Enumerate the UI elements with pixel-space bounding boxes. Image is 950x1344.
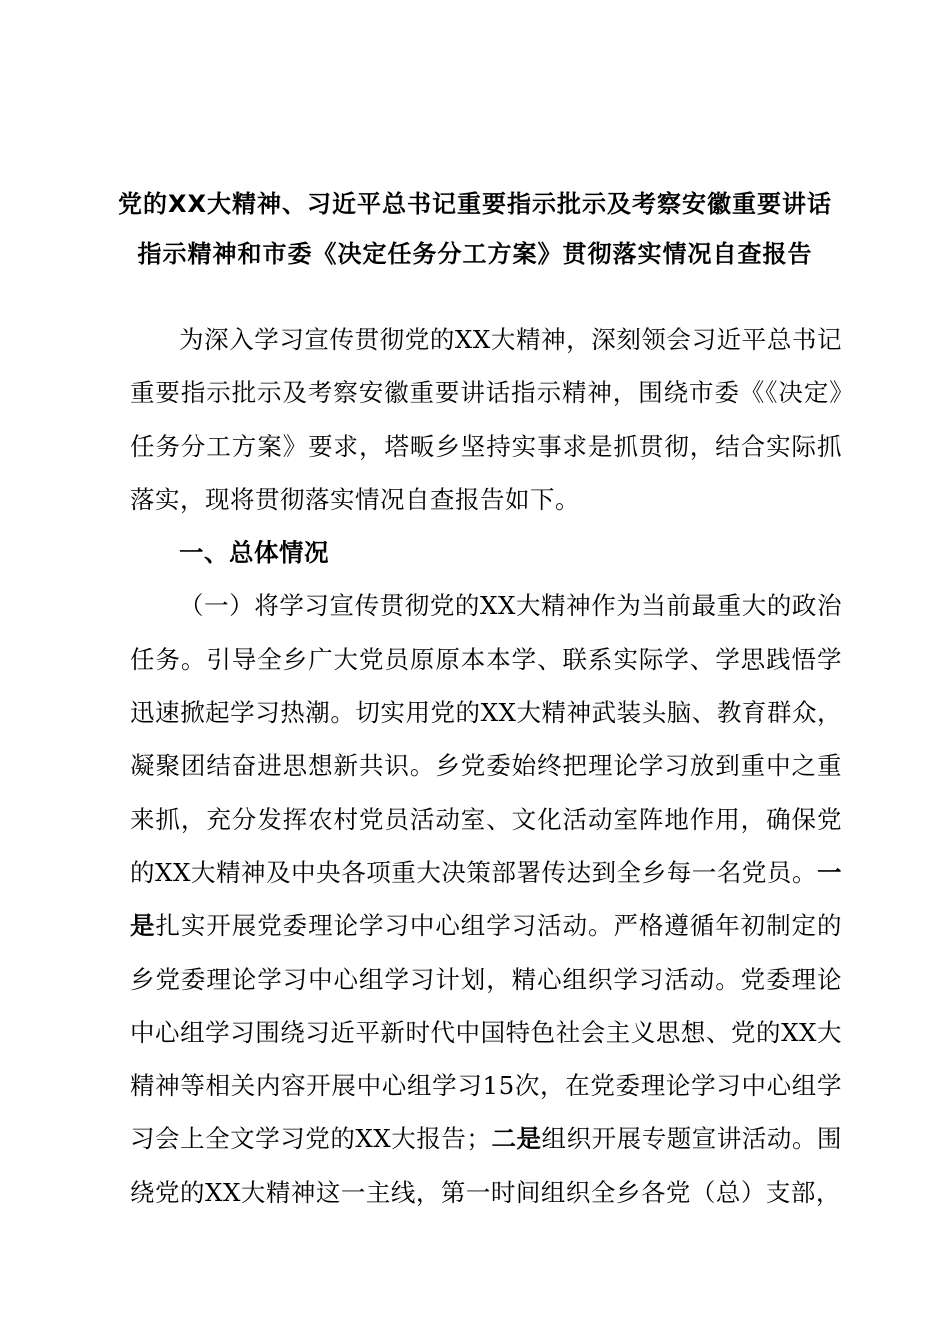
bold-label-second: 二是 [491, 1124, 542, 1154]
paragraph-section-1-1 [130, 579, 842, 1219]
document-title-line-2: 指示精神和市委《决定任务分工方案》贯彻落实情况自查报告 [137, 240, 813, 268]
paragraph-text: 扎实开展党委理论学习中心组学习活动。严格遵循年初制定的乡党委理论学习中心组学习计划，精心组织学习活动。党委理论中心组学习围绕习近平新时代中国特色社会主义思想、党的XX大精神等相关内容开展中心组学习15次，在党委理论学习中心组学习会上全文学习党的XX大报告； [130, 911, 843, 1154]
section-heading-overall: 一、总体情况 [179, 538, 329, 568]
bold-label-first: 一是 [130, 857, 842, 941]
paragraph-text: 组织开展专题宣讲活动。围绕党的XX大精神这一主线，第一时间组织全乡各党（总）支部， [130, 1124, 842, 1207]
intro-paragraph: 为深入学习宣传贯彻党的XX大精神，深刻领会习近平总书记重要指示批示及考察安徽重要讲话指示精神，围绕市委《《决定》任务分工方案》要求，塔畈乡坚持实事求是抓贯彻，结合实际抓落实，现将贯彻落实情况自查报告如下。 [130, 325, 842, 514]
document-body [130, 313, 842, 1219]
document-title-line-1: 党的XX大精神、习近平总书记重要指示批示及考察安徽重要讲话 [117, 190, 832, 218]
paragraph-text: （一）将学习宣传贯彻党的XX大精神作为当前最重大的政治任务。引导全乡广大党员原原本本学、联系实际学、学思践悟学迅速掀起学习热潮。切实用党的XX大精神武装头脑、教育群众，凝聚团结奋进思想新共识。乡党委始终把理论学习放到重中之重来抓，充分发挥农村党员活动室、文化活动室阵地作用，确保党的XX大精神及中央各项重大决策部署传达到全乡每一名党员。 [130, 591, 842, 887]
